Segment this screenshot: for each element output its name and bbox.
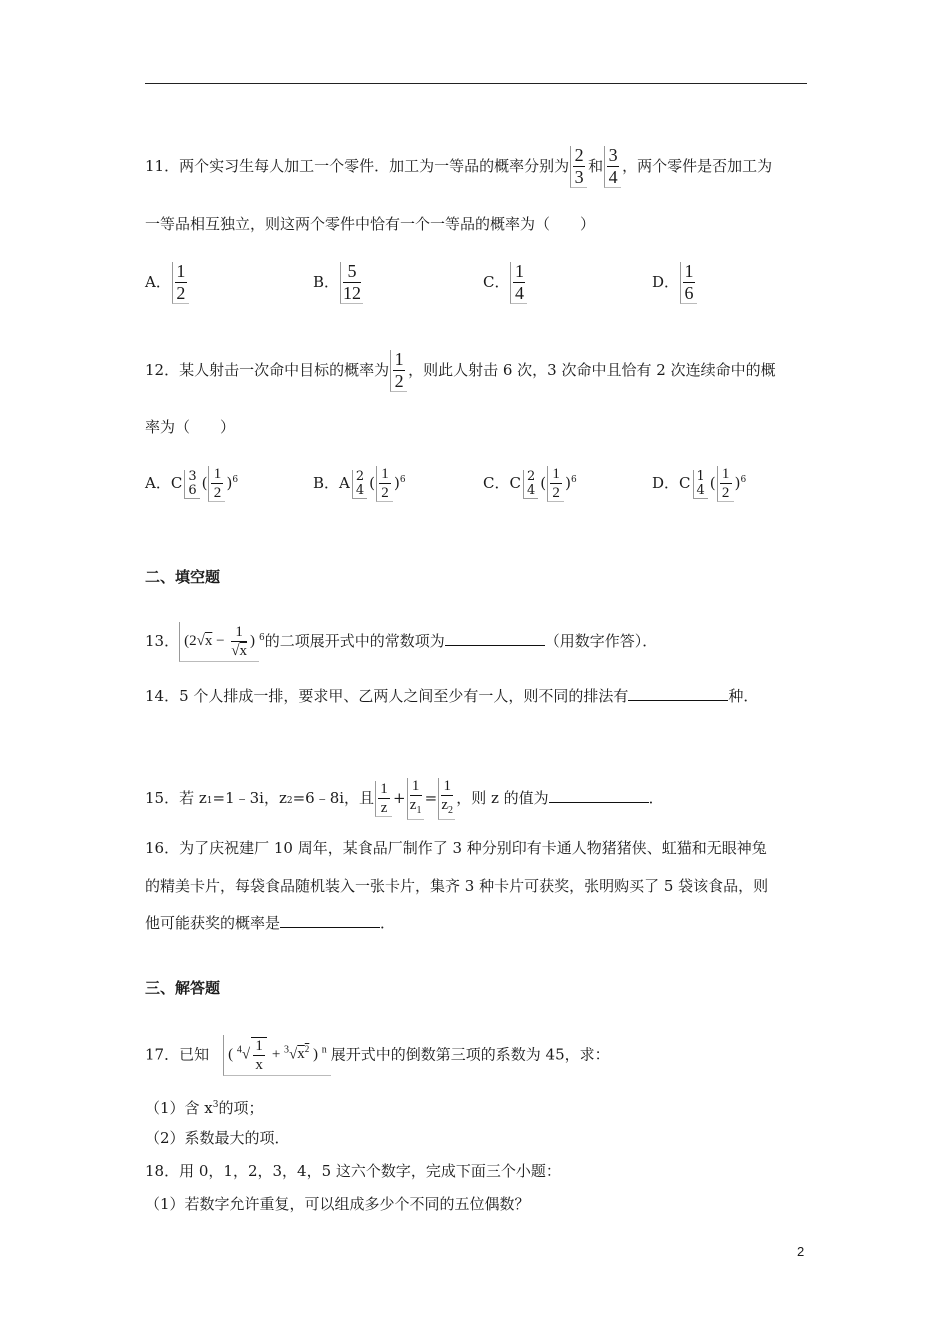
q12-line1: 12．某人射击一次命中目标的概率为 $\frac{1}{2}$ ，则此人射击 6 次，3 次命中且恰有 2 次连续命中的概 bbox=[145, 349, 776, 391]
fraction-3-4: $\frac{3}{4}$ bbox=[604, 146, 621, 188]
q16-line1: 16．为了庆祝建厂 10 周年，某食品厂制作了 3 种分别印有卡通人物猪猪侠、虹猫和无眼神兔 bbox=[145, 839, 767, 857]
q15-answer-blank[interactable] bbox=[549, 788, 649, 803]
q11-option-a[interactable]: A． $\frac{1}{2}$ bbox=[145, 262, 190, 304]
section-solve-heading: 三、解答题 bbox=[145, 979, 221, 997]
q18-part1: （1）若数字允许重复，可以组成多少个不同的五位偶数？ bbox=[145, 1195, 530, 1213]
q12-option-b[interactable]: B．A 2 4 ( $\frac{1}{2}$ )$^6$ bbox=[313, 466, 406, 501]
q14-answer-blank[interactable] bbox=[628, 686, 728, 701]
fraction-2-3: $\frac{2}{3}$ bbox=[570, 146, 587, 188]
q12-option-c[interactable]: C．C 2 4 ( $\frac{1}{2}$ )$^6$ bbox=[483, 466, 577, 501]
q18-line1: 18．用 0，1，2，3，4，5 这六个数字，完成下面三个小题： bbox=[145, 1162, 561, 1180]
fraction-1-2: $\frac{1}{2}$ bbox=[390, 350, 407, 392]
q13-answer-blank[interactable] bbox=[445, 631, 545, 646]
q16-line2: 的精美卡片，每袋食品随机装入一张卡片，集齐 3 种卡片可获奖，张明购买了 5 袋该食品，则 bbox=[145, 877, 769, 895]
q17-expression: ( $^4$√ $\frac{1}{x}$ + $^3√x^2$ ) $^n$ bbox=[223, 1035, 331, 1076]
q11-option-c[interactable]: C． $\frac{1}{4}$ bbox=[483, 262, 528, 304]
page-number: 2 bbox=[797, 1244, 805, 1259]
q11-option-d[interactable]: D． $\frac{1}{6}$ bbox=[652, 262, 698, 304]
q12-line2: 率为（ ） bbox=[145, 418, 236, 436]
q11-line1: 11．两个实习生每人加工一个零件．加工为一等品的概率分别为 $\frac{2}{3}$ 和 $\frac{3}{4}$ ，两个零件是否加工为 bbox=[145, 145, 773, 187]
section-fill-in-heading: 二、填空题 bbox=[145, 568, 221, 586]
q13-expression: (2√x − $\frac{1}{√x}$ ) bbox=[179, 622, 259, 662]
q16-answer-blank[interactable] bbox=[280, 913, 380, 928]
q16-line3: 他可能获奖的概率是 ． bbox=[145, 914, 396, 932]
q17-line: 17．已知 ( $^4$√ $\frac{1}{x}$ + $^3√x^2$ ) $^n$ 展开式中的倒数第三项的系数为 45，求： bbox=[145, 1035, 610, 1076]
q12-option-d[interactable]: D．C 1 4 ( $\frac{1}{2}$ )$^6$ bbox=[652, 466, 747, 501]
q13-line: 13． (2√x − $\frac{1}{√x}$ ) $^6$的二项展开式中的常数项为 （用数字作答）． bbox=[145, 622, 657, 662]
q11-line2: 一等品相互独立，则这两个零件中恰有一个一等品的概率为（ ） bbox=[145, 215, 596, 233]
q12-option-a[interactable]: A．C 3 6 ( $\frac{1}{2}$ )$^6$ bbox=[145, 466, 239, 501]
q14-line: 14．5 个人排成一排，要求甲、乙两人之间至少有一人，则不同的排法有 种． bbox=[145, 687, 759, 705]
q11-option-b[interactable]: B． $\frac{5}{12}$ bbox=[313, 261, 362, 303]
header-rule bbox=[145, 83, 807, 84]
q17-part2: （2）系数最大的项． bbox=[145, 1129, 290, 1147]
q15-line: 15．若 z1=1﹣3i，z2=6﹣8i，且 $\frac{1}{z}$ + $\frac{1}{z_1}$ = $\frac{1}{z_2}$ ，则 z 的值为 ． bbox=[145, 778, 664, 820]
q17-part1: （1）含 $x^3$的项； bbox=[145, 1099, 264, 1117]
